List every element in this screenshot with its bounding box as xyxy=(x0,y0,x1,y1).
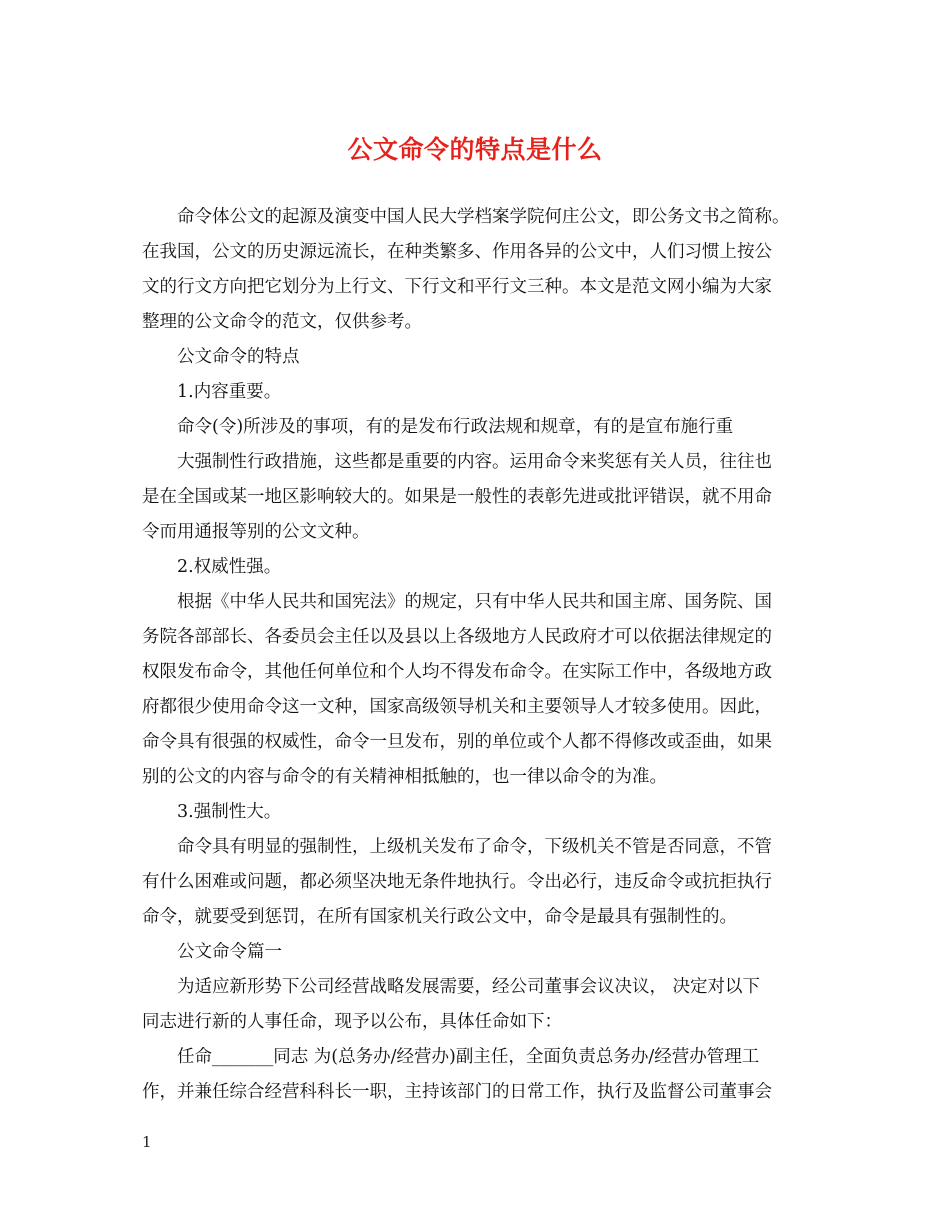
document-body xyxy=(142,200,812,1110)
document-title: 公文命令的特点是什么 xyxy=(347,135,603,164)
text-line: 公文命令的特点 xyxy=(177,347,300,367)
text-line: 根据《中华人民共和国宪法》的规定，只有中华人民共和国主席、国务院、国 xyxy=(177,592,772,612)
text-line: 任命_______同志 为(总务办/经营办)副主任，全面负责总务办/经营办管理工 xyxy=(177,1047,760,1067)
text-line: 作，并兼任综合经营科科长一职，主持该部门的日常工作，执行及监督公司董事会 xyxy=(142,1082,772,1102)
text-line: 府都很少使用命令这一文种，国家高级领导机关和主要领导人才较多使用。因此， xyxy=(142,697,772,717)
text-line: 务院各部部长、各委员会主任以及县以上各级地方人民政府才可以依据法律规定的 xyxy=(142,627,772,647)
page-number: 1 xyxy=(142,1133,152,1151)
text-line: 同志进行新的人事任命，现予以公布，具体任命如下： xyxy=(142,1012,562,1032)
text-line: 公文命令篇一 xyxy=(177,942,282,962)
text-line: 大强制性行政措施，这些都是重要的内容。运用命令来奖惩有关人员，往往也 xyxy=(177,452,772,472)
text-line: 命令体公文的起源及演变中国人民大学档案学院何庄公文，即公务文书之简称。 xyxy=(177,207,790,227)
text-line: 是在全国或某一地区影响较大的。如果是一般性的表彰先进或批评错误，就不用命 xyxy=(142,487,772,507)
text-line: 权限发布命令，其他任何单位和个人均不得发布命令。在实际工作中，各级地方政 xyxy=(142,662,772,682)
text-line: 2.权威性强。 xyxy=(177,557,282,577)
text-line: 3.强制性大。 xyxy=(177,802,282,822)
text-line: 整理的公文命令的范文，仅供参考。 xyxy=(142,312,422,332)
text-line: 在我国，公文的历史源远流长，在种类繁多、作用各异的公文中，人们习惯上按公 xyxy=(142,242,772,262)
text-line: 1.内容重要。 xyxy=(177,382,282,402)
text-line: 别的公文的内容与命令的有关精神相抵触的，也一律以命令的为准。 xyxy=(142,767,667,787)
text-line: 命令(令)所涉及的事项，有的是发布行政法规和规章，有的是宣布施行重 xyxy=(177,417,734,437)
text-line: 令而用通报等别的公文文种。 xyxy=(142,522,370,542)
text-line: 命令，就要受到惩罚，在所有国家机关行政公文中，命令是最具有强制性的。 xyxy=(142,907,737,927)
text-line: 有什么困难或问题，都必须坚决地无条件地执行。令出必行，违反命令或抗拒执行 xyxy=(142,872,772,892)
text-line: 文的行文方向把它划分为上行文、下行文和平行文三种。本文是范文网小编为大家 xyxy=(142,277,772,297)
text-line: 命令具有很强的权威性，命令一旦发布，别的单位或个人都不得修改或歪曲，如果 xyxy=(142,732,772,752)
text-line: 为适应新形势下公司经营战略发展需要，经公司董事会议决议， 决定对以下 xyxy=(177,977,761,997)
text-line: 命令具有明显的强制性，上级机关发布了命令，下级机关不管是否同意，不管 xyxy=(177,837,772,857)
